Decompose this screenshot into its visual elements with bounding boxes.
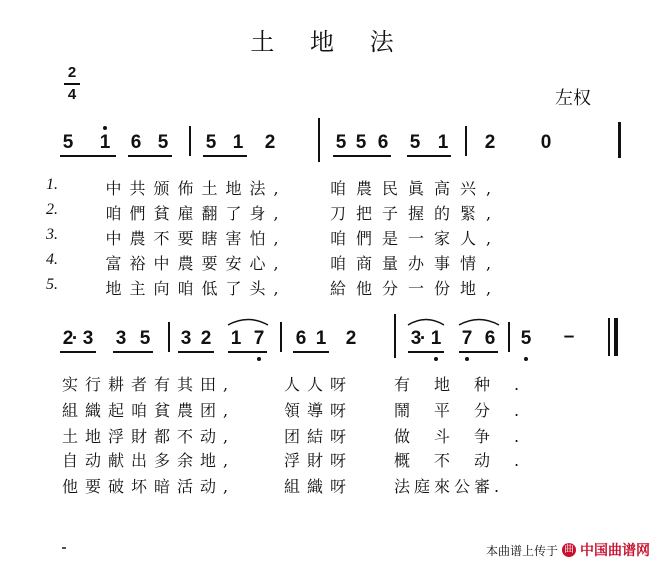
verse-number: 5. <box>46 276 58 293</box>
lyric-phrase: 刀把子握的緊, <box>330 204 502 223</box>
lyric-phrase: 鬧平分. <box>394 401 544 420</box>
note: 1 <box>230 328 242 349</box>
note: 1 <box>430 328 442 349</box>
note: 3 <box>82 328 94 349</box>
composer-name: 左权 <box>555 88 591 109</box>
note: 3 <box>115 328 127 349</box>
page-title: 土 地 法 <box>250 28 408 56</box>
lyric-phrase: 团結呀 <box>284 427 354 446</box>
bar-line <box>168 322 170 352</box>
note: 2 <box>264 132 276 153</box>
lyric-phrase: 組織起咱貧農团, <box>62 401 236 420</box>
slur <box>226 314 270 326</box>
source-credit <box>486 540 650 560</box>
site-logo-icon: 曲 <box>564 544 574 555</box>
note: 7 <box>253 328 265 349</box>
note: 2 <box>62 328 74 349</box>
note: 3 <box>180 328 192 349</box>
low-octave-dot <box>257 357 261 361</box>
lyric-phrase: 咱們是一家人, <box>330 229 502 248</box>
bar-line <box>394 314 396 358</box>
refrain-row-3 <box>62 424 543 447</box>
lyric-phrase: 給他分一份地, <box>330 279 502 298</box>
lyric-phrase: 領導呀 <box>284 401 354 420</box>
lyric-phrase: 中農不要瞎害怕, <box>105 229 287 248</box>
note: 2 <box>200 328 212 349</box>
final-bar-line <box>614 318 618 356</box>
beam <box>293 351 329 353</box>
lyric-phrase: 有地种. <box>394 375 544 394</box>
sustain-dash: – <box>563 326 575 347</box>
beam <box>178 351 214 353</box>
note: 5 <box>335 132 347 153</box>
lyric-phrase: 中共颁佈土地法, <box>105 179 287 198</box>
refrain-row-4 <box>62 448 543 471</box>
lyric-phrase: 法庭來公審. <box>394 477 504 496</box>
verse-number: 4. <box>46 251 58 268</box>
note: 0 <box>540 132 552 153</box>
note: 5 <box>139 328 151 349</box>
note: 6 <box>130 132 142 153</box>
lyric-phrase: 土地浮財都不动, <box>62 427 236 446</box>
lyric-phrase: 咱農民眞高兴, <box>330 179 502 198</box>
note: 5 <box>409 132 421 153</box>
lyric-phrase: 咱們貧雇翻了身, <box>105 204 287 223</box>
bar-line <box>280 322 282 352</box>
note: 5 <box>355 132 367 153</box>
refrain-row-2 <box>62 398 543 421</box>
note: 3 <box>410 328 422 349</box>
beam <box>459 351 498 353</box>
note: 5 <box>205 132 217 153</box>
verse-number: 2. <box>46 201 58 218</box>
lyric-phrase: 概不动. <box>394 451 544 470</box>
slur <box>406 314 446 326</box>
note: 1 <box>315 328 327 349</box>
note: 1 <box>232 132 244 153</box>
low-octave-dot <box>434 357 438 361</box>
note: 6 <box>295 328 307 349</box>
lyric-phrase: 地主向咱低了头, <box>105 279 287 298</box>
credit-text: 本曲谱上传于 <box>485 543 558 558</box>
lyric-phrase: 人人呀 <box>284 375 354 394</box>
note: 1 <box>437 132 449 153</box>
refrain-row-5 <box>62 474 503 497</box>
note: 2 <box>484 132 496 153</box>
verse-number: 3. <box>46 226 58 243</box>
dot-rhythm: · <box>71 328 79 349</box>
lyric-phrase: 做斗争. <box>394 427 544 446</box>
beam <box>228 351 267 353</box>
lyric-phrase: 組織呀 <box>284 477 354 496</box>
lyric-phrase: 浮財呀 <box>284 451 354 470</box>
note: 5 <box>520 328 532 349</box>
bar-line <box>608 318 610 356</box>
note: 7 <box>461 328 473 349</box>
note: 6 <box>484 328 496 349</box>
meter-top: 2 <box>67 64 77 81</box>
low-octave-dot <box>465 357 469 361</box>
scan-mark <box>62 547 66 549</box>
low-octave-dot <box>524 357 528 361</box>
site-link[interactable]: 中国曲谱网 <box>580 543 650 559</box>
refrain-row-1 <box>62 372 543 395</box>
note: 1 <box>99 132 111 153</box>
verse-number: 1. <box>46 176 58 193</box>
dot-rhythm: · <box>419 328 427 349</box>
note: 5 <box>157 132 169 153</box>
lyric-phrase: 咱商量办事情, <box>330 254 502 273</box>
lyric-phrase: 实行耕者有其田, <box>62 375 236 394</box>
note: 5 <box>62 132 74 153</box>
note: 6 <box>377 132 389 153</box>
beam <box>113 351 153 353</box>
lyric-phrase: 他要破坏暗活动, <box>62 477 236 496</box>
beam <box>60 351 96 353</box>
lyric-phrase: 富裕中農要安心, <box>105 254 287 273</box>
beam <box>408 351 444 353</box>
slur <box>457 314 501 326</box>
note: 2 <box>345 328 357 349</box>
meter-bottom: 4 <box>67 86 77 103</box>
bar-line <box>508 322 510 352</box>
lyric-phrase: 自动献出多余地, <box>62 451 236 470</box>
